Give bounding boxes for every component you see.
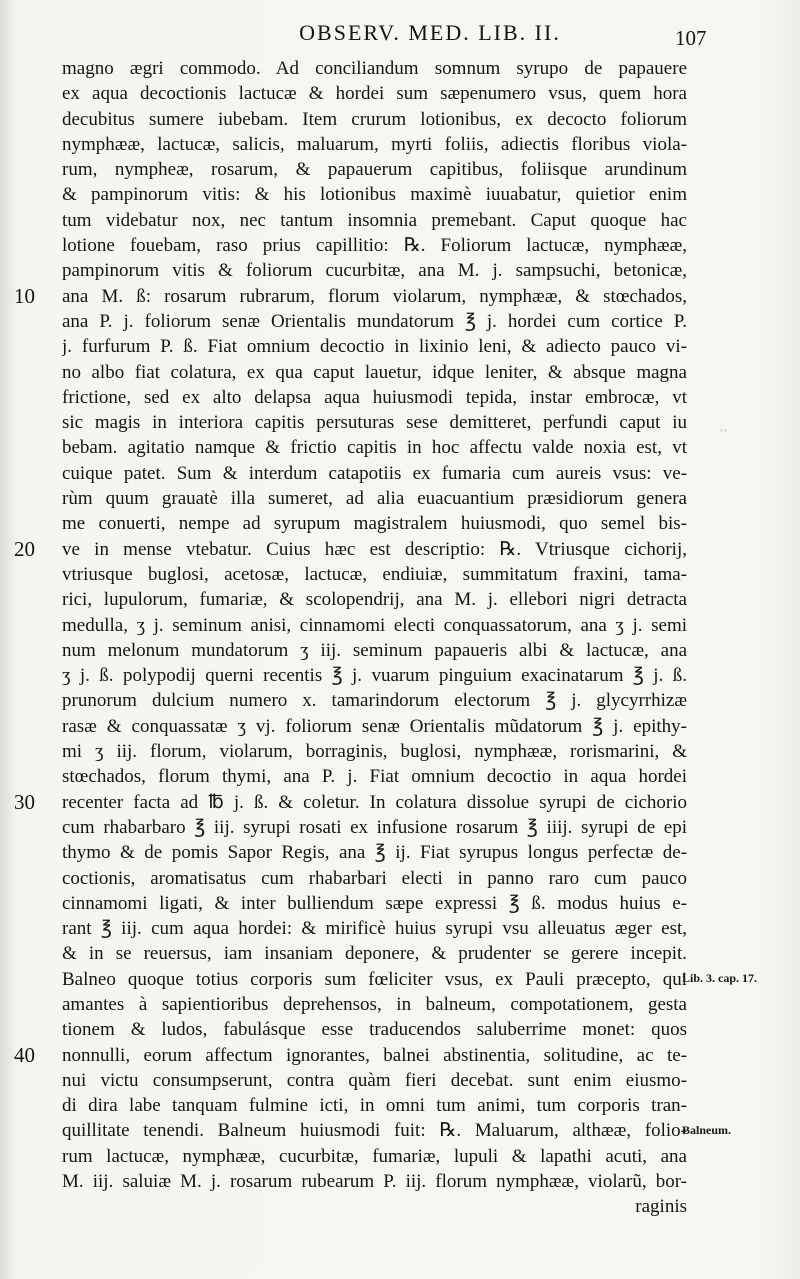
text-line: rasæ & conquassatæ ʒ vj. foliorum senæ Orientalis mũdatorum ℥ j. epithy- [62, 715, 687, 737]
text-line: thymo & de pomis Sapor Regis, ana ℥ ij. Fiat syrupus longus perfectæ de- [62, 842, 687, 864]
text-line: ana P. j. foliorum senæ Orientalis mundatorum ℥ j. hordei cum cortice P. [62, 310, 687, 332]
text-line: cuique patet. Sum & interdum catapotiis ex fumaria cum aureis vsus: ve- [62, 462, 687, 484]
text-line: prunorum dulcium numero x. tamarindorum electorum ℥ j. glycyrrhizæ [62, 690, 687, 712]
text-line: tionem & ludos, fabulásque esse traducendos saluberrime monet: quos [62, 1019, 687, 1041]
page-number: 107 [675, 26, 707, 50]
text-line: rùm quum grauatè illa sumeret, ad alia euacuantium præsidiorum genera [62, 488, 687, 510]
running-title: OBSERV. MED. LIB. II. [299, 20, 561, 45]
line-number: 40 [14, 1042, 35, 1067]
line-number: 30 [14, 789, 35, 814]
text-line: & pampinorum vitis: & his lotionibus maximè iuuabatur, quietior enim [62, 184, 687, 206]
text-line: pampinorum vitis & foliorum cucurbitæ, ana M. j. sampsuchi, betonicæ, [62, 260, 687, 282]
text-line: cinnamomi ligati, & inter bulliendum sæpe expressi ℥ ß. modus huius e- [62, 892, 687, 914]
text-line: medulla, ʒ j. seminum anisi, cinnamomi electi conquassatorum, ana ʒ j. semi [62, 614, 687, 636]
bleed-through-text: ‹› [720, 424, 728, 436]
text-line: sic magis in interiora capitis persuturas sese demitteret, perfundi caput iu [62, 412, 687, 434]
text-line: ana M. ß: rosarum rubrarum, florum violarum, nymphææ, & stœchados, [62, 285, 687, 307]
text-line: me conuerti, nempe ad syrupum magistralem huiusmodi, quo semel bis- [62, 513, 687, 535]
text-line: lotione fouebam, raso prius capillitio: ℞. Foliorum lactucæ, nymphææ, [62, 235, 687, 257]
text-line: di dira labe tanquam fulmine icti, in omni tum animi, tum corporis tran- [62, 1095, 687, 1117]
text-line: rum, nympheæ, rosarum, & papauerum capitibus, foliisque arundinum [62, 159, 687, 181]
text-line: ex aqua decoctionis lactucæ & hordei sum sæpenumero vsus, quem hora [62, 83, 687, 105]
text-line: rum lactucæ, nymphææ, cucurbitæ, fumariæ, lupuli & lapathi acuti, ana [62, 1145, 687, 1167]
text-line: nui victu consumpserunt, contra quàm fieri decebat. sunt enim eiusmo- [62, 1069, 687, 1091]
text-line: ve in mense vtebatur. Cuius hæc est descriptio: ℞. Vtriusque cichorij, [62, 538, 687, 560]
line-number: 10 [14, 283, 35, 308]
text-line: mi ʒ iij. florum, violarum, borraginis, buglosi, nymphææ, rorismarini, & [62, 741, 687, 763]
line-number: 20 [14, 536, 35, 561]
text-line: num melonum mundatorum ʒ iij. seminum papaueris albi & lactucæ, ana [62, 639, 687, 661]
text-line: M. iij. saluiæ M. j. rosarum rubearum P. iij. florum nymphææ, violarũ, bor- [62, 1171, 687, 1193]
text-line: ʒ j. ß. polypodij querni recentis ℥ j. vuarum pinguium exacinatarum ℥ j. ß. [62, 665, 687, 687]
text-line: nymphææ, lactucæ, salicis, maluarum, myrti foliis, adiectis floribus viola- [62, 133, 687, 155]
text-line: nonnulli, eorum affectum ignorantes, balnei abstinentia, solitudine, ac te- [62, 1044, 687, 1066]
text-line: magno ægri commodo. Ad conciliandum somnum syrupo de papauere [62, 58, 687, 79]
text-line: no albo fiat colatura, ex qua caput lauetur, idque leniter, & absque magna [62, 361, 687, 383]
body-text [62, 56, 687, 1220]
text-line: frictione, sed ex alto delapsa aqua huiusmodi tepida, instar embrocæ, vt [62, 386, 687, 408]
text-line: raginis [635, 1196, 687, 1218]
text-line: recenter facta ad ℔ j. ß. & coletur. In colatura dissolue syrupi de cichorio [62, 791, 687, 813]
text-line: decubitus sumere iubebam. Item crurum lotionibus, ex decocto foliorum [62, 108, 687, 130]
text-line: amantes à sapientioribus deprehensos, in balneum, compotationem, gesta [62, 993, 687, 1015]
margin-note: Lib. 3. cap. 17. [682, 970, 758, 985]
text-line: & in se reuersus, iam insaniam deponere, & prudenter se gerere incepit. [62, 943, 687, 965]
text-line: rici, lupulorum, fumariæ, & scolopendrij, ana M. j. ellebori nigri detracta [62, 589, 687, 611]
text-line: rant ℥ iij. cum aqua hordei: & mirificè huius syrupi vsu alleuatus æger est, [62, 918, 687, 940]
text-line: coctionis, aromatisatus cum rhabarbari electi in panno raro cum pauco [62, 867, 687, 889]
text-line: quillitate tenendi. Balneum huiusmodi fuit: ℞. Maluarum, althææ, folio- [62, 1120, 687, 1142]
text-line: tum videbatur nox, nec tantum insomnia premebant. Caput quoque hac [62, 209, 687, 231]
margin-note: Balneum. [682, 1122, 732, 1137]
text-line: stœchados, florum thymi, ana P. j. Fiat omnium decoctio in aqua hordei [62, 766, 687, 788]
text-line: vtriusque buglosi, acetosæ, lactucæ, endiuiæ, summitatum fraxini, tama- [62, 563, 687, 585]
text-line: j. furfurum P. ß. Fiat omnium decoctio in lixinio leni, & adiecto pauco vi- [62, 336, 687, 358]
text-line: cum rhabarbaro ℥ iij. syrupi rosati ex infusione rosarum ℥ iiij. syrupi de epi [62, 816, 687, 838]
text-line: bebam. agitatio namque & frictio capitis in hoc affectu valde noxia est, vt [62, 437, 687, 459]
text-line: Balneo quoque totius corporis sum fœliciter vsus, ex Pauli præcepto, qui [62, 968, 687, 990]
